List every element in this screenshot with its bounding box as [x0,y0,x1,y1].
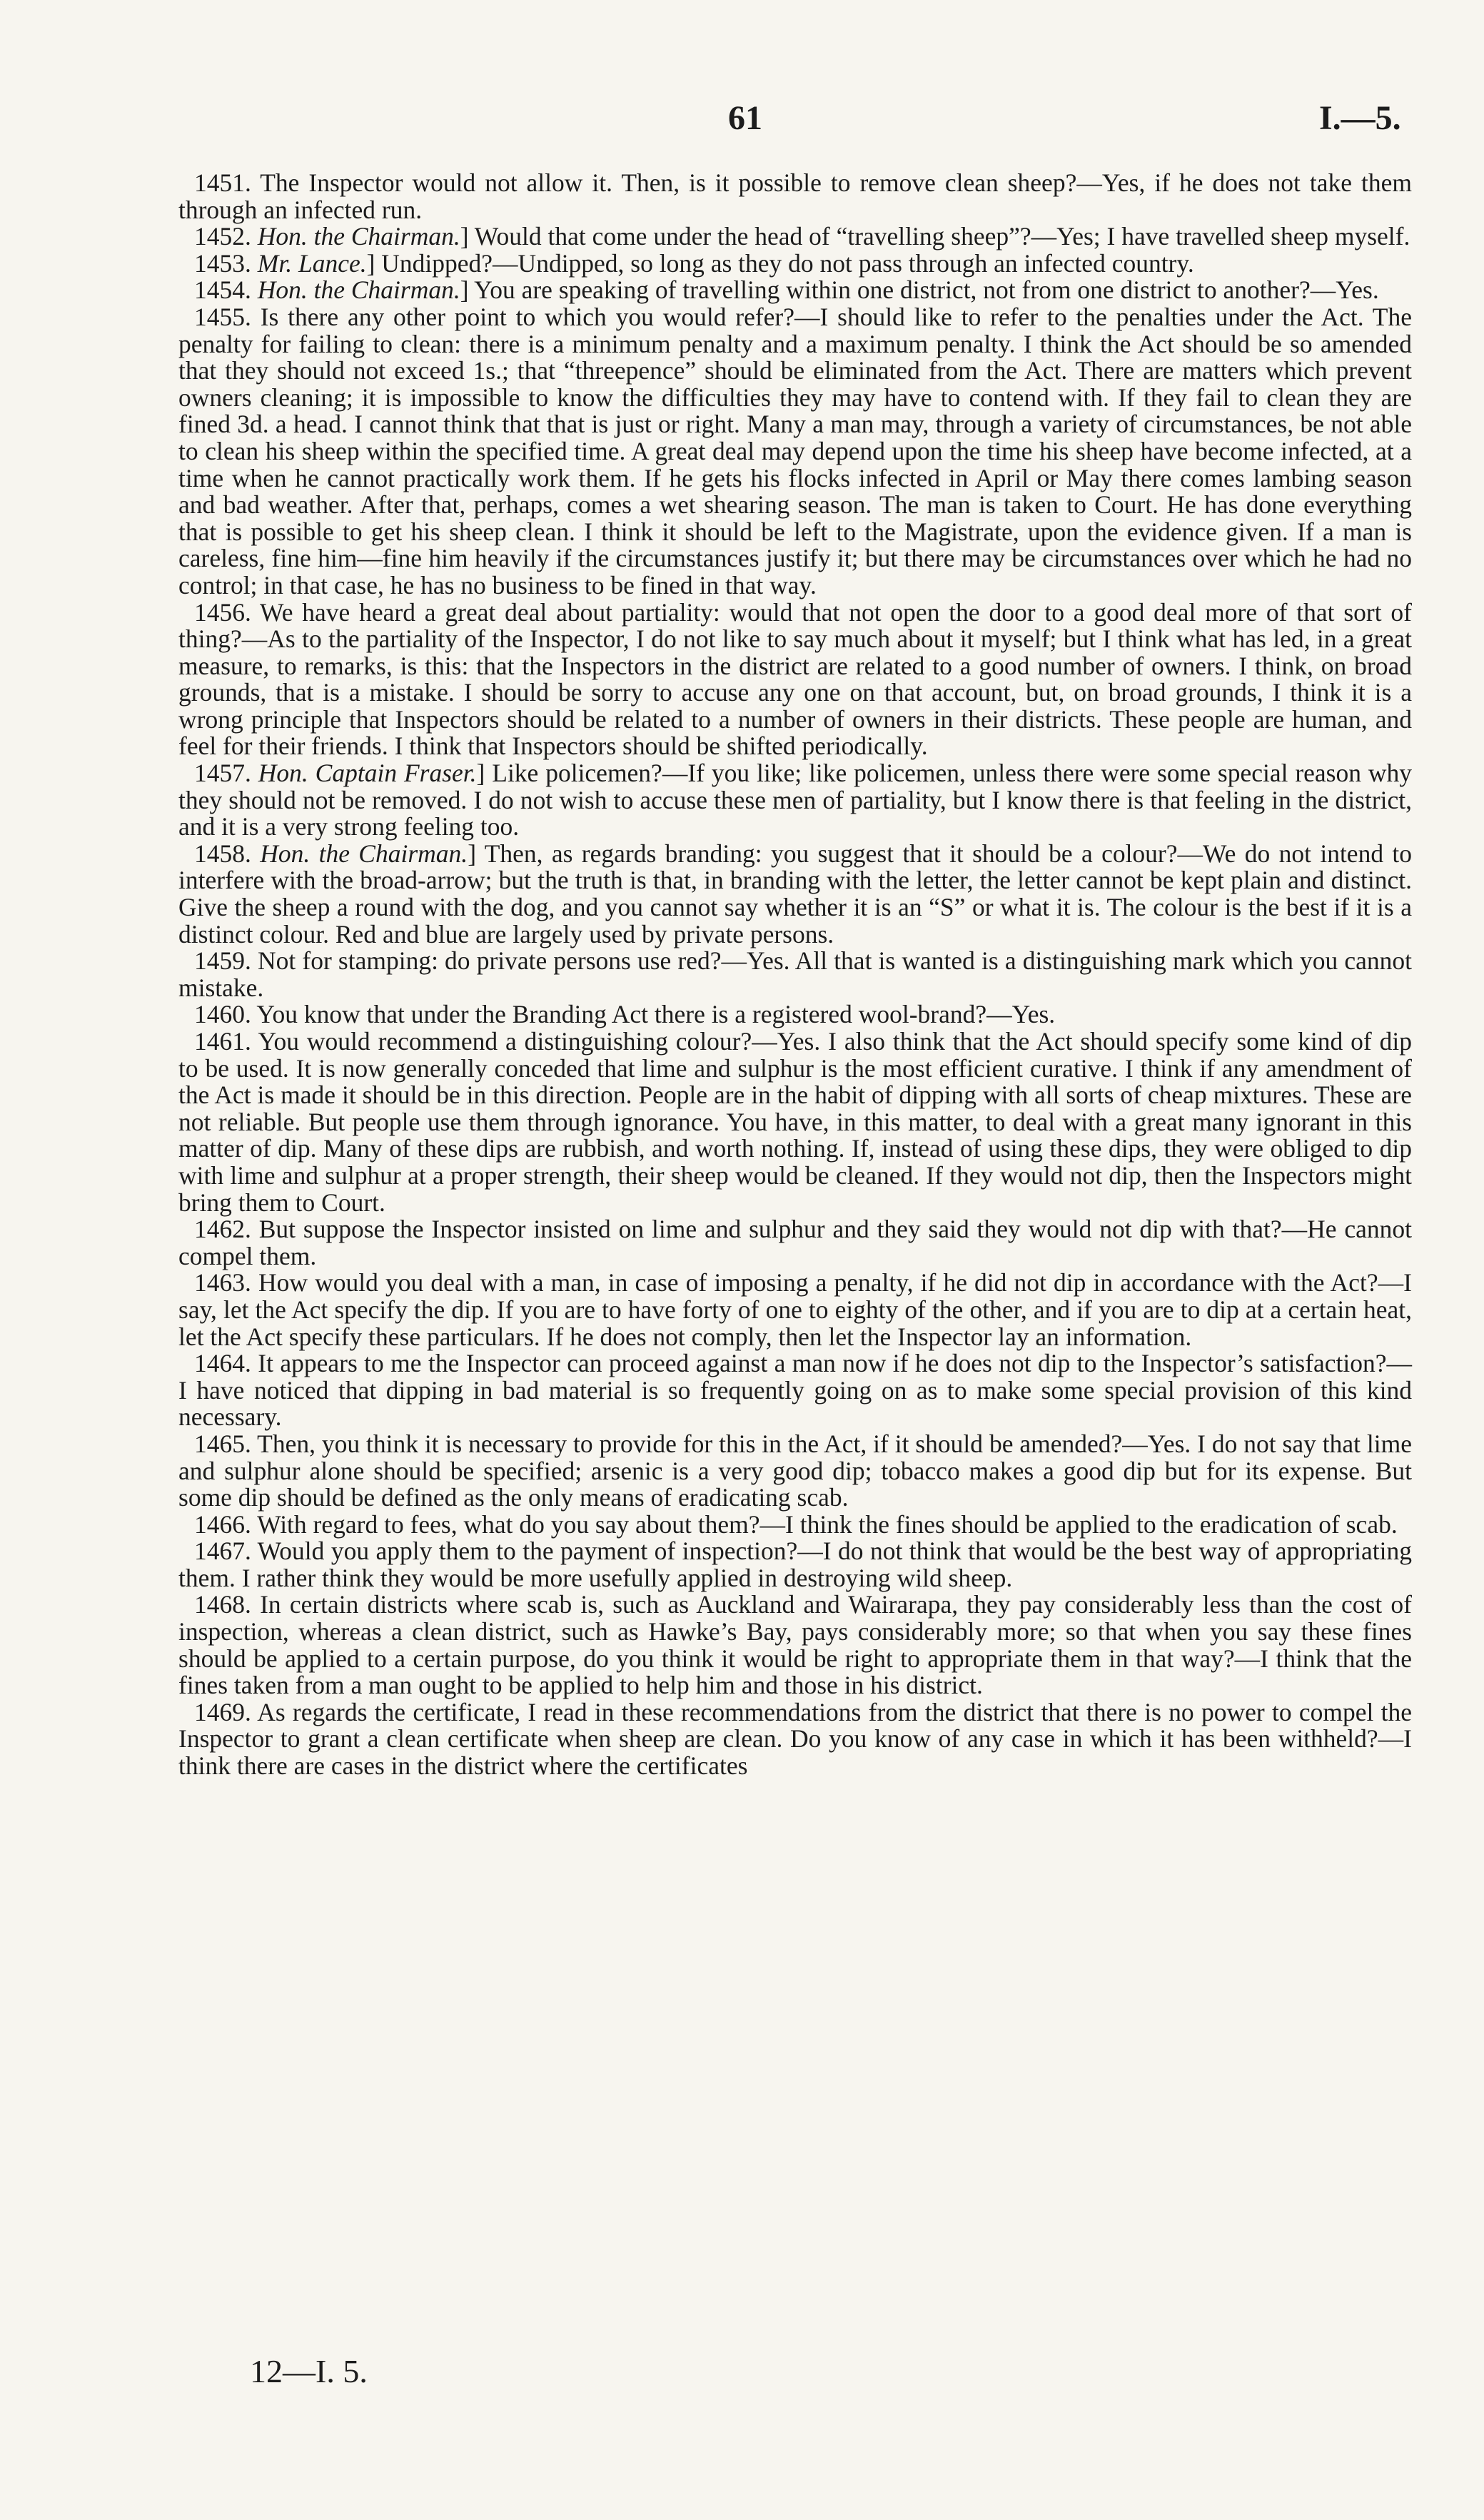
paragraph [178,1592,1412,1699]
paragraph [178,1028,1412,1216]
paragraph-text: It appears to me the Inspector can proceed against a man now if he does not dip to the Inspector’s satisfaction?—I have noticed that dipping in bad material is so frequently going on as to make some special provision of this kind necessary. [178,1349,1412,1432]
paragraph-text: ] You are speaking of travelling within one district, not from one district to another?—Yes. [460,275,1379,305]
paragraph [178,1699,1412,1780]
paragraph-number: 1464. [194,1349,251,1378]
paragraph [178,277,1412,304]
paragraph-number: 1458. [194,839,251,868]
paragraph-text: As regards the certificate, I read in these recommendations from the district that there is no power to compel the Inspector to grant a clean certificate when sheep are clean. Do you know of any case in which it has been withheld?—I think there are cases in the district where the certificates [178,1697,1412,1781]
paragraph-text: The Inspector would not allow it. Then, is it possible to remove clean sheep?—Yes, if he does not take them through an infected run. [178,168,1412,224]
page-number: 61 [728,99,762,137]
paragraph [178,1538,1412,1592]
paragraph-text: You know that under the Branding Act there is a registered wool-brand?—Yes. [251,1000,1056,1029]
paragraph-number: 1452. [194,222,251,251]
paragraph [178,1431,1412,1512]
speaker: Hon. the Chairman. [260,839,468,868]
paragraph-number: 1469. [194,1697,251,1726]
paragraph [178,1509,1412,1539]
speaker: Hon. the Chairman. [257,222,460,251]
paragraph-text: ] Undipped?—Undipped, so long as they do not pass through an infected country. [366,248,1194,278]
paragraph-number: 1460. [194,1000,251,1029]
paragraph [178,1216,1412,1270]
paragraph-number: 1461. [194,1027,251,1056]
paragraph-text: But suppose the Inspector insisted on lime and sulphur and they said they would not dip with that?—He cannot compel them. [178,1215,1412,1270]
paragraph-text: How would you deal with a man, in case of imposing a penalty, if he did not dip in accordance with the Act?—I say, let the Act specify the dip. If you are to have forty of one to eighty of the other, and if you are to dip at a certain heat, let the Act specify these particulars. If he does not comply, then let the Inspector lay an information. [178,1268,1412,1351]
paragraph-number: 1455. [194,302,251,331]
paragraph-text: ] Would that come under the head of “travelling sheep”?—Yes; I have travelled sheep myself. [460,222,1410,251]
paragraph [178,170,1412,223]
paragraph [178,223,1412,251]
page-reference: I.—5. [1319,99,1401,137]
paragraph-number: 1457. [194,759,251,788]
paragraph-text: Is there any other point to which you would refer?—I should like to refer to the penalties under the Act. The penalty for failing to clean: there is a minimum penalty and a maximum penalty. I think the Act should be so amended that they should not exceed 1s.; that “threepence” should be eliminated from the Act. There are matters which prevent owners cleaning; it is impossible to know the difficulties they may have to contend with. If they fail to clean they are fined 3d. a head. I cannot think that that is just or right. Many a man may, through a variety of circumstances, be not able to clean his sheep within the specified time. A great deal may depend upon the time his sheep have become infected, at a time when he cannot practically work them. If he gets his flocks infected in April or May there comes lambing season and bad weather. After that, perhaps, comes a wet shearing season. The man is taken to Court. He has done everything that is possible to get his sheep clean. I think it should be left to the Magistrate, upon the evidence given. If a man is careless, fine him—fine him heavily if the circumstances justify it; but there may be circumstances over which he had no control; in that case, he has no business to be fined in that way. [178,302,1412,599]
paragraph [178,599,1412,761]
paragraph-text: We have heard a great deal about partiality: would that not open the door to a good deal more of that sort of thing?—As to the partiality of the Inspector, I do not like to say much about it myself; but I think what has led, in a great measure, to remarks, is this: that the Inspectors in the district are related to a good number of owners. I think, on broad grounds, that is a mistake. I should be sorry to accuse any one on that account, but, on broad grounds, I think it is a wrong principle that Inspectors should be related to a number of owners in their districts. These people are human, and feel for their friends. I think that Inspectors should be shifted periodically. [178,597,1412,761]
page-header [0,98,1484,141]
paragraph-number: 1465. [194,1429,251,1458]
paragraph-text: Not for stamping: do private persons use red?—Yes. All that is wanted is a distinguishing mark which you cannot mistake. [178,946,1412,1002]
body-text [178,170,1412,1780]
paragraph [178,760,1412,841]
paragraph-number: 1462. [194,1215,251,1244]
footer-signature: 12—I. 5. [250,2353,368,2389]
paragraph-number: 1467. [194,1537,251,1566]
paragraph-number: 1453. [194,248,251,278]
paragraph [178,948,1412,1001]
speaker: Hon. the Chairman. [257,275,460,305]
paragraph-text: ] Like policemen?—If you like; like policemen, unless there were some special reason why they should not be removed. I do not wish to accuse these men of partiality, but I know there is that feeling in the district, and it is a very strong feeling too. [178,759,1412,841]
speaker: Hon. Captain Fraser. [258,759,477,788]
speaker: Mr. Lance. [257,248,367,278]
paragraph-number: 1454. [194,275,251,305]
paragraph [178,1001,1412,1028]
paragraph [178,1270,1412,1350]
paragraph [178,304,1412,599]
paragraph-number: 1456. [194,597,251,627]
paragraph [178,248,1412,278]
paragraph-text: With regard to fees, what do you say about them?—I think the fines should be applied to the eradication of scab. [251,1509,1398,1539]
paragraph-number: 1459. [194,946,251,976]
paragraph-number: 1468. [194,1590,251,1619]
paragraph-text: You would recommend a distinguishing colour?—Yes. I also think that the Act should specify some kind of dip to be used. It is now generally conceded that lime and sulphur is the most efficient curative. I think if any amendment of the Act is made it should be in this direction. People are in the habit of dipping with all sorts of cheap mixtures. These are not reliable. But people use them through ignorance. You have, in this matter, to deal with a great many ignorant in this matter of dip. Many of these dips are rubbish, and worth nothing. If, instead of using these dips, they were obliged to dip with lime and sulphur at a proper strength, their sheep would be cleaned. If they would not dip, then the Inspectors might bring them to Court. [178,1027,1412,1217]
paragraph-text: In certain districts where scab is, such as Auckland and Wairarapa, they pay considerably less than the cost of inspection, whereas a clean district, such as Hawke’s Bay, pays considerably more; so that when you say these fines should be applied to a certain purpose, do you think it would be right to appropriate them in that way?—I think that the fines taken from a man ought to be applied to help him and those in his district. [178,1590,1412,1700]
paragraph-text: Would you apply them to the payment of inspection?—I do not think that would be the best way of appropriating them. I rather think they would be more usefully applied in destroying wild sheep. [178,1537,1412,1592]
paragraph-text: Then, you think it is necessary to provide for this in the Act, if it should be amended?—Yes. I do not say that lime and sulphur alone should be specified; arsenic is a very good dip; tobacco makes a good dip but for its expense. But some dip should be defined as the only means of eradicating scab. [178,1429,1412,1512]
paragraph-number: 1451. [194,168,251,197]
paragraph-text: ] Then, as regards branding: you suggest that it should be a colour?—We do not intend to interfere with the broad-arrow; but the truth is that, in branding with the letter, the letter cannot be kept plain and distinct. Give the sheep a round with the dog, and you cannot say whether it is an “S” or what it is. The colour is the best if it is a distinct colour. Red and blue are largely used by private persons. [178,839,1413,948]
paragraph [178,841,1412,948]
paragraph-number: 1463. [194,1268,251,1297]
paragraph [178,1350,1412,1431]
paragraph-number: 1466. [194,1509,251,1539]
